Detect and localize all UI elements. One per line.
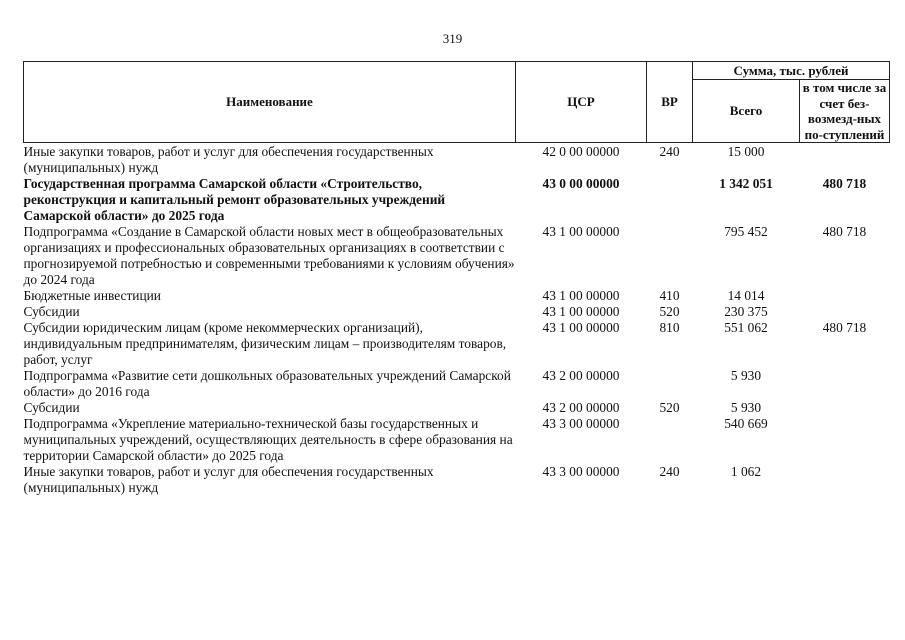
table-body [24, 143, 890, 497]
row-csr: 43 0 00 00000 [542, 176, 620, 191]
table-row [24, 224, 890, 288]
row-vr: 520 [659, 304, 680, 319]
row-including [800, 368, 890, 400]
row-including [800, 416, 890, 464]
row-including: 480 718 [822, 224, 867, 239]
row-csr: 43 2 00 00000 [542, 368, 620, 383]
row-total: 230 375 [724, 304, 768, 319]
row-csr: 43 1 00 00000 [542, 320, 620, 335]
row-vr [647, 416, 693, 464]
header-sum: Сумма, тыс. рублей [693, 62, 890, 80]
table-row [24, 143, 890, 177]
row-name: Иные закупки товаров, работ и услуг для обеспечения государственных (муниципальных) нужд [23, 144, 434, 175]
table-row [24, 368, 890, 400]
row-total: 1 342 051 [719, 176, 773, 191]
row-total: 15 000 [727, 144, 765, 159]
table-row [24, 288, 890, 304]
header-including: в том числе за счет без-возмезд-ных по-ступлений [800, 80, 890, 143]
row-name: Подпрограмма «Укрепление материально-технической базы государственных и муниципальных учреждений, осуществляющих деятельность в сфере образования на территории Самарской области» до 2025 года [23, 416, 513, 463]
row-including [800, 464, 890, 496]
row-total: 14 014 [727, 288, 765, 303]
table-row [24, 320, 890, 368]
row-name: Субсидии [23, 400, 80, 415]
row-csr: 43 3 00 00000 [542, 416, 620, 431]
row-csr: 43 1 00 00000 [542, 288, 620, 303]
row-including [800, 288, 890, 304]
table-header [24, 62, 890, 143]
row-name: Подпрограмма «Развитие сети дошкольных образовательных учреждений Самарской области» до 2016 года [23, 368, 511, 399]
row-csr: 43 3 00 00000 [542, 464, 620, 479]
row-name: Иные закупки товаров, работ и услуг для обеспечения государственных (муниципальных) нужд [23, 464, 434, 495]
row-csr: 42 0 00 00000 [542, 144, 620, 159]
header-total: Всего [693, 80, 800, 143]
row-vr: 410 [659, 288, 680, 303]
row-vr [647, 368, 693, 400]
table-row [24, 464, 890, 496]
row-vr: 240 [659, 464, 680, 479]
row-total: 795 452 [724, 224, 768, 239]
row-vr: 520 [659, 400, 680, 415]
table-row [24, 304, 890, 320]
row-including: 480 718 [822, 320, 867, 335]
row-vr [647, 224, 693, 288]
row-total: 540 669 [724, 416, 768, 431]
header-csr: ЦСР [516, 62, 647, 143]
row-total: 5 930 [730, 368, 762, 383]
row-vr [647, 176, 693, 224]
row-including: 480 718 [822, 176, 867, 191]
row-total: 551 062 [724, 320, 768, 335]
row-including [800, 304, 890, 320]
row-csr: 43 1 00 00000 [542, 224, 620, 239]
row-including [800, 400, 890, 416]
table-row [24, 176, 890, 224]
row-csr: 43 2 00 00000 [542, 400, 620, 415]
row-vr: 240 [659, 144, 680, 159]
header-vr: ВР [647, 62, 693, 143]
row-vr: 810 [659, 320, 680, 335]
table-row [24, 400, 890, 416]
budget-table [23, 61, 890, 496]
page-number: 319 [442, 31, 463, 46]
row-including [800, 143, 890, 177]
row-name: Бюджетные инвестиции [23, 288, 161, 303]
row-name: Субсидии [23, 304, 80, 319]
header-name: Наименование [24, 62, 516, 143]
row-csr: 43 1 00 00000 [542, 304, 620, 319]
row-total: 5 930 [730, 400, 762, 415]
row-name: Государственная программа Самарской области «Строительство, реконструкция и капитальный ремонт образовательных учреждений Самарской области» до 2025 года [23, 176, 446, 223]
row-total: 1 062 [730, 464, 762, 479]
row-name: Подпрограмма «Создание в Самарской области новых мест в общеобразовательных организациях и профессиональных образовательных организациях в соответствии с прогнозируемой потребностью и современными требованиями к условиям обучения» до 2024 года [23, 224, 515, 287]
row-name: Субсидии юридическим лицам (кроме некоммерческих организаций), индивидуальным предпринимателям, физическим лицам – производителям товаров, работ, услуг [23, 320, 507, 367]
table-row [24, 416, 890, 464]
